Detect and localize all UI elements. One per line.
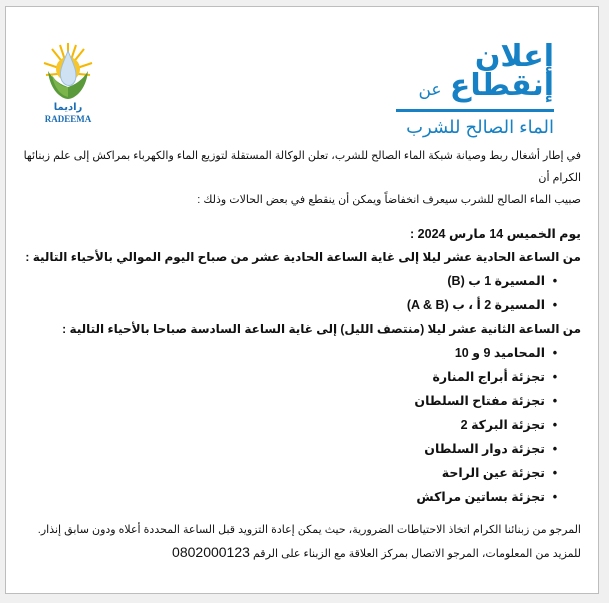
contact-text: للمزيد من المعلومات، المرجو الاتصال بمركز العلاقة مع الزبناء على الرقم <box>252 548 581 560</box>
date-line: يوم الخميس 14 مارس 2024 : <box>410 227 581 241</box>
bullet-icon: • <box>552 442 558 456</box>
announcement-body <box>21 145 581 565</box>
contact-line <box>21 541 581 565</box>
list-item <box>21 341 561 365</box>
area-name: تجزئة بساتين مراكش <box>416 490 545 504</box>
bullet-icon: • <box>552 394 558 408</box>
announcement-headline <box>374 40 554 140</box>
bullet-icon: • <box>552 346 558 360</box>
area-list <box>21 269 581 317</box>
intro-line: في إطار أشغال ربط وصيانة شبكة الماء الصالح للشرب، تعلن الوكالة المستقلة لتوزيع الماء والكهرباء بمراكش إلى علم زبنائها الكرام أن <box>23 150 581 184</box>
area-name: المحاميد 9 و 10 <box>454 346 545 360</box>
logo-arabic-name: راديما <box>53 102 83 113</box>
list-item <box>21 269 561 293</box>
list-item <box>21 293 561 317</box>
list-item <box>21 485 561 509</box>
radeema-logo <box>42 41 94 127</box>
list-item <box>21 365 561 389</box>
headline-divider <box>396 109 554 112</box>
bullet-icon: • <box>552 370 558 384</box>
intro-paragraph <box>21 145 581 211</box>
headline-subject: الماء الصالح للشرب <box>406 117 554 137</box>
headline-interruption <box>374 71 554 105</box>
logo-sun-drop-leaves-icon <box>42 41 94 103</box>
headline-about-word: عن <box>418 80 442 99</box>
bullet-icon: • <box>552 418 558 432</box>
bullet-icon: • <box>552 490 558 504</box>
area-name: تجزئة البركة 2 <box>460 418 545 432</box>
list-item <box>21 413 561 437</box>
area-name: المسيرة 1 ب (B) <box>447 274 545 288</box>
time-slot-title: من الساعة الحادية عشر ليلا إلى غاية الساعة الحادية عشر من صباح اليوم الموالي بالأحياء التالية : <box>25 250 581 264</box>
headline-announcement: إعلان <box>474 40 554 73</box>
headline-interruption-word: إنقطاع <box>449 69 554 102</box>
contact-phone[interactable]: 0802000123 <box>172 544 250 560</box>
document-page <box>5 6 599 594</box>
area-name: تجزئة عين الراحة <box>441 466 545 480</box>
bullet-icon: • <box>552 466 558 480</box>
area-list <box>21 341 581 509</box>
area-name: تجزئة دوار السلطان <box>424 442 545 456</box>
bullet-icon: • <box>552 274 558 288</box>
area-name: المسيرة 2 أ ، ب (A & B) <box>406 298 545 312</box>
logo-english-name: RADEEMA <box>44 114 92 124</box>
intro-line: صبيب الماء الصالح للشرب سيعرف انخفاضاً ويمكن أن ينقطع في بعض الحالات وذلك : <box>197 194 581 206</box>
list-item <box>21 461 561 485</box>
bullet-icon: • <box>552 298 558 312</box>
list-item <box>21 389 561 413</box>
time-slot-title: من الساعة الثانية عشر ليلا (منتصف الليل) إلى غاية الساعة السادسة صباحا بالأحياء التالية : <box>62 322 581 336</box>
list-item <box>21 437 561 461</box>
precaution-note: المرجو من زبنائنا الكرام اتخاذ الاحتياطات الضرورية، حيث يمكن إعادة التزويد قبل الساعة المحددة أعلاه ودون سابق إنذار. <box>37 524 581 536</box>
area-name: تجزئة مفتاح السلطان <box>414 394 545 408</box>
area-name: تجزئة أبراج المنارة <box>432 370 545 384</box>
